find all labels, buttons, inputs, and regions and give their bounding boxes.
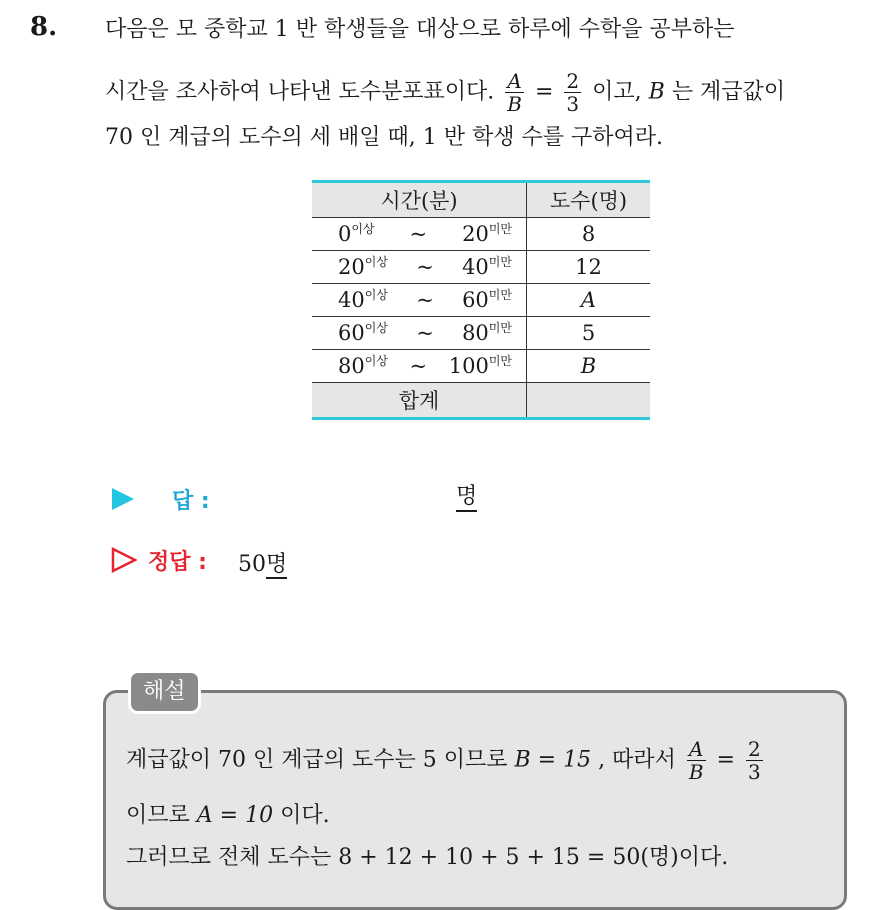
correct-answer (238, 547, 287, 578)
solution-line-1: 계급값이 70 인 계급의 도수는 5 이므로 B = 15 , 따라서 $\frac{A}{B}$ = $\frac{2}{3}$ (126, 737, 761, 784)
solution-ratio-fraction: $\frac{A}{B}$ (688, 737, 704, 784)
table-row: $80^{이상}$ ~ $100^{미만}$ B (312, 350, 650, 383)
frequency-table (312, 180, 650, 420)
class-upper: 100 (448, 354, 489, 378)
class-lower: 0 (338, 222, 352, 246)
solution-eq-a: A = 10 (196, 803, 274, 828)
question-line-2-cont: 이고, (592, 79, 642, 105)
total-label: 합계 (312, 383, 527, 419)
equals-sign: = (534, 79, 554, 105)
frequency-cell: B (527, 350, 651, 383)
question-line-1: 다음은 모 중학교 1 반 학생들을 대상으로 하루에 수학을 공부하는 (105, 17, 735, 42)
frequency-cell: A (527, 284, 651, 317)
solution-line-2: 이므로 A = 10 이다. (126, 803, 330, 828)
class-lower: 80 (338, 354, 365, 378)
question-line-2-end: 는 계급값이 (671, 79, 786, 105)
solution-ratio-value: $\frac{2}{3}$ (747, 737, 761, 784)
header-frequency: 도수(명) (527, 182, 651, 218)
frequency-cell: 5 (527, 317, 651, 350)
question-line-3: 70 인 계급의 도수의 세 배일 때, 1 반 학생 수를 구하여라. (105, 125, 663, 150)
class-lower: 20 (338, 255, 365, 279)
class-lower: 40 (338, 288, 365, 312)
table-row: $0^{이상}$ ~ $20^{미만}$ 8 (312, 218, 650, 251)
class-upper: 80 (462, 321, 489, 345)
total-value (527, 383, 651, 419)
correct-label: 정답 : (148, 550, 207, 575)
question-line-2 (105, 70, 785, 115)
ratio-value-fraction: $\frac{2}{3}$ (566, 69, 580, 116)
answer-arrow-icon (112, 488, 134, 510)
answer-unit: 명 (456, 484, 477, 512)
solution-eq-b: B = 15 (514, 747, 592, 773)
header-time: 시간(분) (312, 182, 527, 218)
solution-line-3: 그러므로 전체 도수는 8 + 12 + 10 + 5 + 15 = 50(명)이다. (126, 845, 729, 870)
ratio-fraction: $\frac{A}{B}$ (507, 69, 522, 116)
table-header-row (312, 182, 650, 218)
variable-b: B (648, 79, 665, 105)
question-line-2-text: 시간을 조사하여 나타낸 도수분포표이다. (105, 79, 495, 105)
answer-label: 답 : (172, 489, 210, 514)
correct-value: 50 (238, 552, 266, 577)
table-row: $60^{이상}$ ~ $80^{미만}$ 5 (312, 317, 650, 350)
class-lower: 60 (338, 321, 365, 345)
frequency-cell: 12 (527, 251, 651, 284)
solution-tab: 해설 (128, 670, 201, 714)
correct-unit: 명 (266, 552, 288, 577)
table-row: $40^{이상}$ ~ $60^{미만}$ A (312, 284, 650, 317)
class-upper: 20 (462, 222, 489, 246)
table-row: $20^{이상}$ ~ $40^{미만}$ 12 (312, 251, 650, 284)
correct-arrow-icon (110, 546, 138, 574)
table-total-row (312, 383, 650, 419)
class-upper: 40 (462, 255, 489, 279)
class-upper: 60 (462, 288, 489, 312)
question-number: 8. (30, 12, 58, 42)
frequency-cell: 8 (527, 218, 651, 251)
